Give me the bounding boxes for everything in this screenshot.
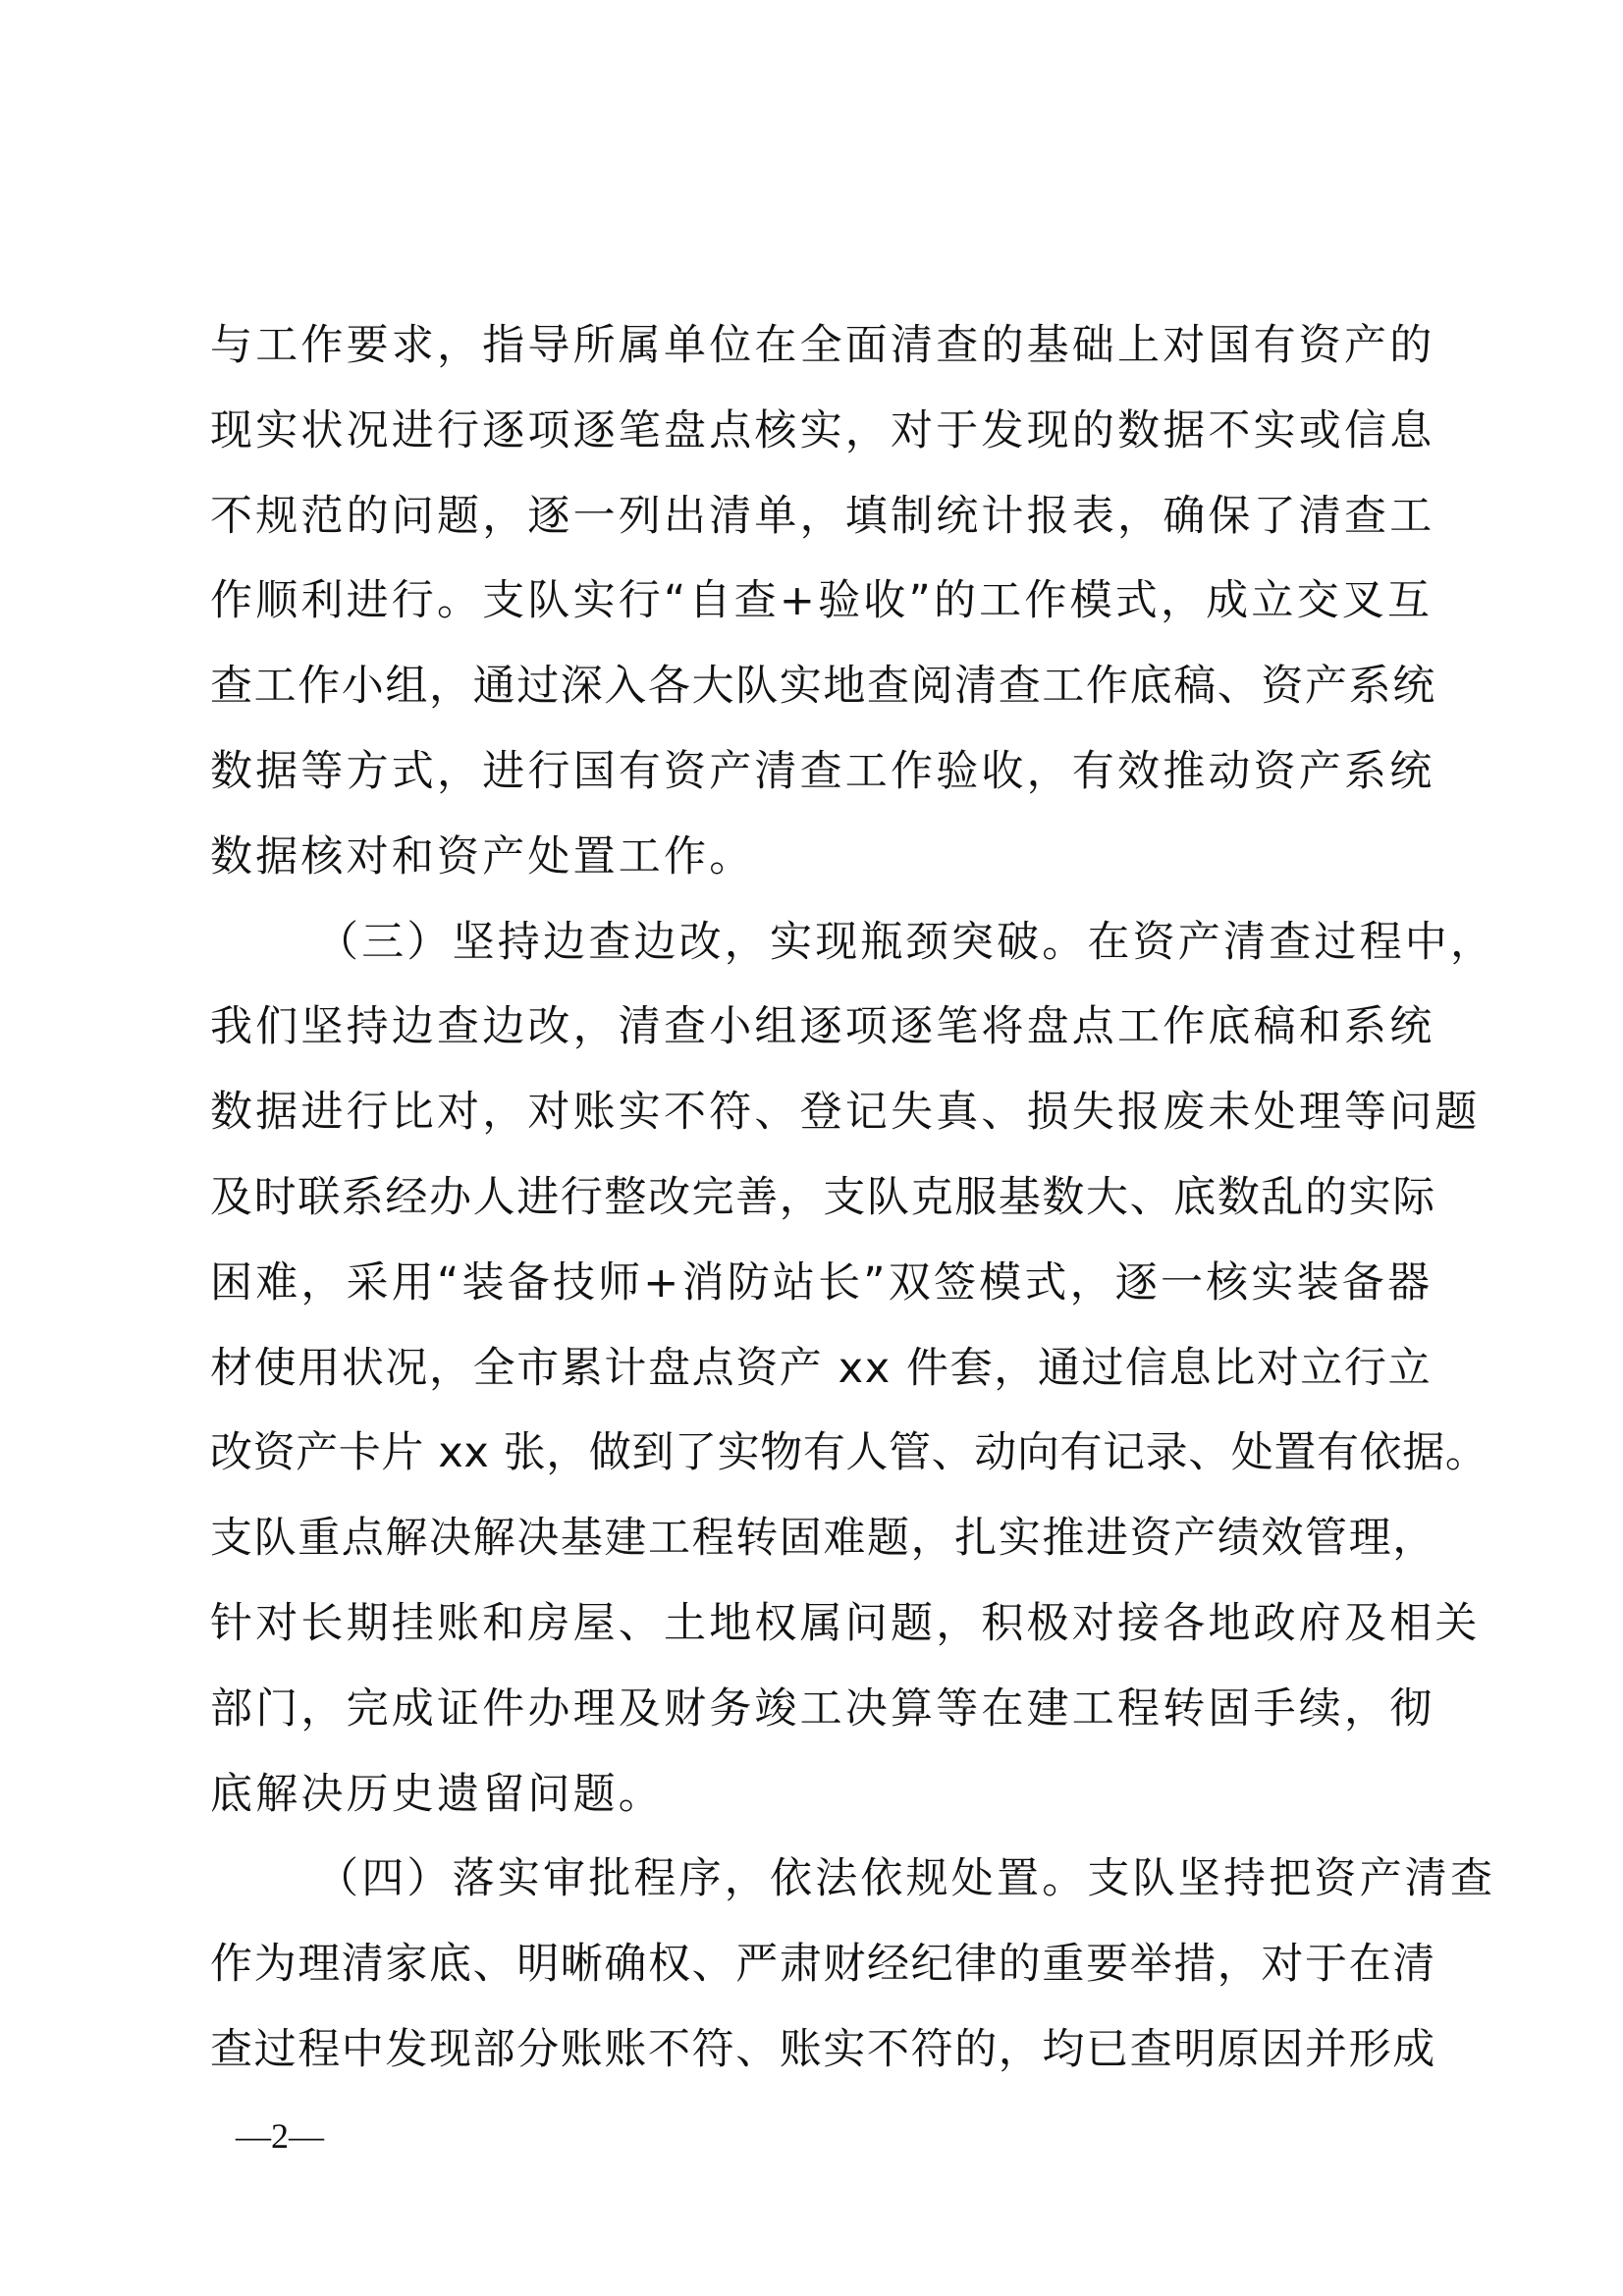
text-line: 数据等方式，进行国有资产清查工作验收，有效推动资产系统 xyxy=(210,746,1435,796)
text-line: 支队重点解决解决基建工程转固难题，扎实推进资产绩效管理， xyxy=(210,1514,1436,1564)
text-line: 作顺利进行。支队实行“自查+验收”的工作模式，成立交叉互 xyxy=(210,576,1434,626)
text-line: 数据进行比对，对账实不符、登记失真、损失报废未处理等问题 xyxy=(210,1088,1481,1138)
text-line: 改资产卡片 xx 张，做到了实物有人管、动向有记录、处置有依据。 xyxy=(210,1428,1488,1478)
text-line: 及时联系经办人进行整改完善，支队克服基数大、底数乱的实际 xyxy=(210,1172,1436,1222)
text-line: 数据核对和资产处置工作。 xyxy=(210,831,755,881)
text-line: 针对长期挂账和房屋、土地权属问题，积极对接各地政府及相关 xyxy=(210,1598,1481,1648)
page-number: —2— xyxy=(236,2116,324,2156)
text-line: 作为理清家底、明晰确权、严肃财经纪律的重要举措，对于在清 xyxy=(210,1940,1436,1990)
text-line: 查过程中发现部分账账不符、账实不符的，均已查明原因并形成 xyxy=(210,2024,1436,2074)
document-body xyxy=(210,303,1496,2093)
text-line: 部门，完成证件办理及财务竣工决算等在建工程转固手续，彻 xyxy=(210,1683,1435,1734)
text-line: 查工作小组，通过深入各大队实地查阅清查工作底稿、资产系统 xyxy=(210,662,1436,712)
section-heading-line-3: （三）坚持边查边改，实现瓶颈突破。在资产清查过程中， xyxy=(316,917,1496,967)
text-line: 现实状况进行逐项逐笔盘点核实，对于发现的数据不实或信息 xyxy=(210,405,1435,455)
text-line: 与工作要求，指导所属单位在全面清查的基础上对国有资产的 xyxy=(210,321,1435,370)
text-line: 底解决历史遗留问题。 xyxy=(210,1769,664,1819)
text-line: 困难，采用“装备技师+消防站长”双签模式，逐一核实装备器 xyxy=(210,1257,1434,1308)
text-line: 材使用状况，全市累计盘点资产 xx 件套，通过信息比对立行立 xyxy=(210,1343,1433,1393)
text-line: 我们坚持边查边改，清查小组逐项逐笔将盘点工作底稿和系统 xyxy=(210,1002,1435,1052)
section-heading-line-4: （四）落实审批程序，依法依规处置。支队坚持把资产清查 xyxy=(316,1854,1496,1904)
text-line: 不规范的问题，逐一列出清单，填制统计报表，确保了清查工 xyxy=(210,491,1435,541)
